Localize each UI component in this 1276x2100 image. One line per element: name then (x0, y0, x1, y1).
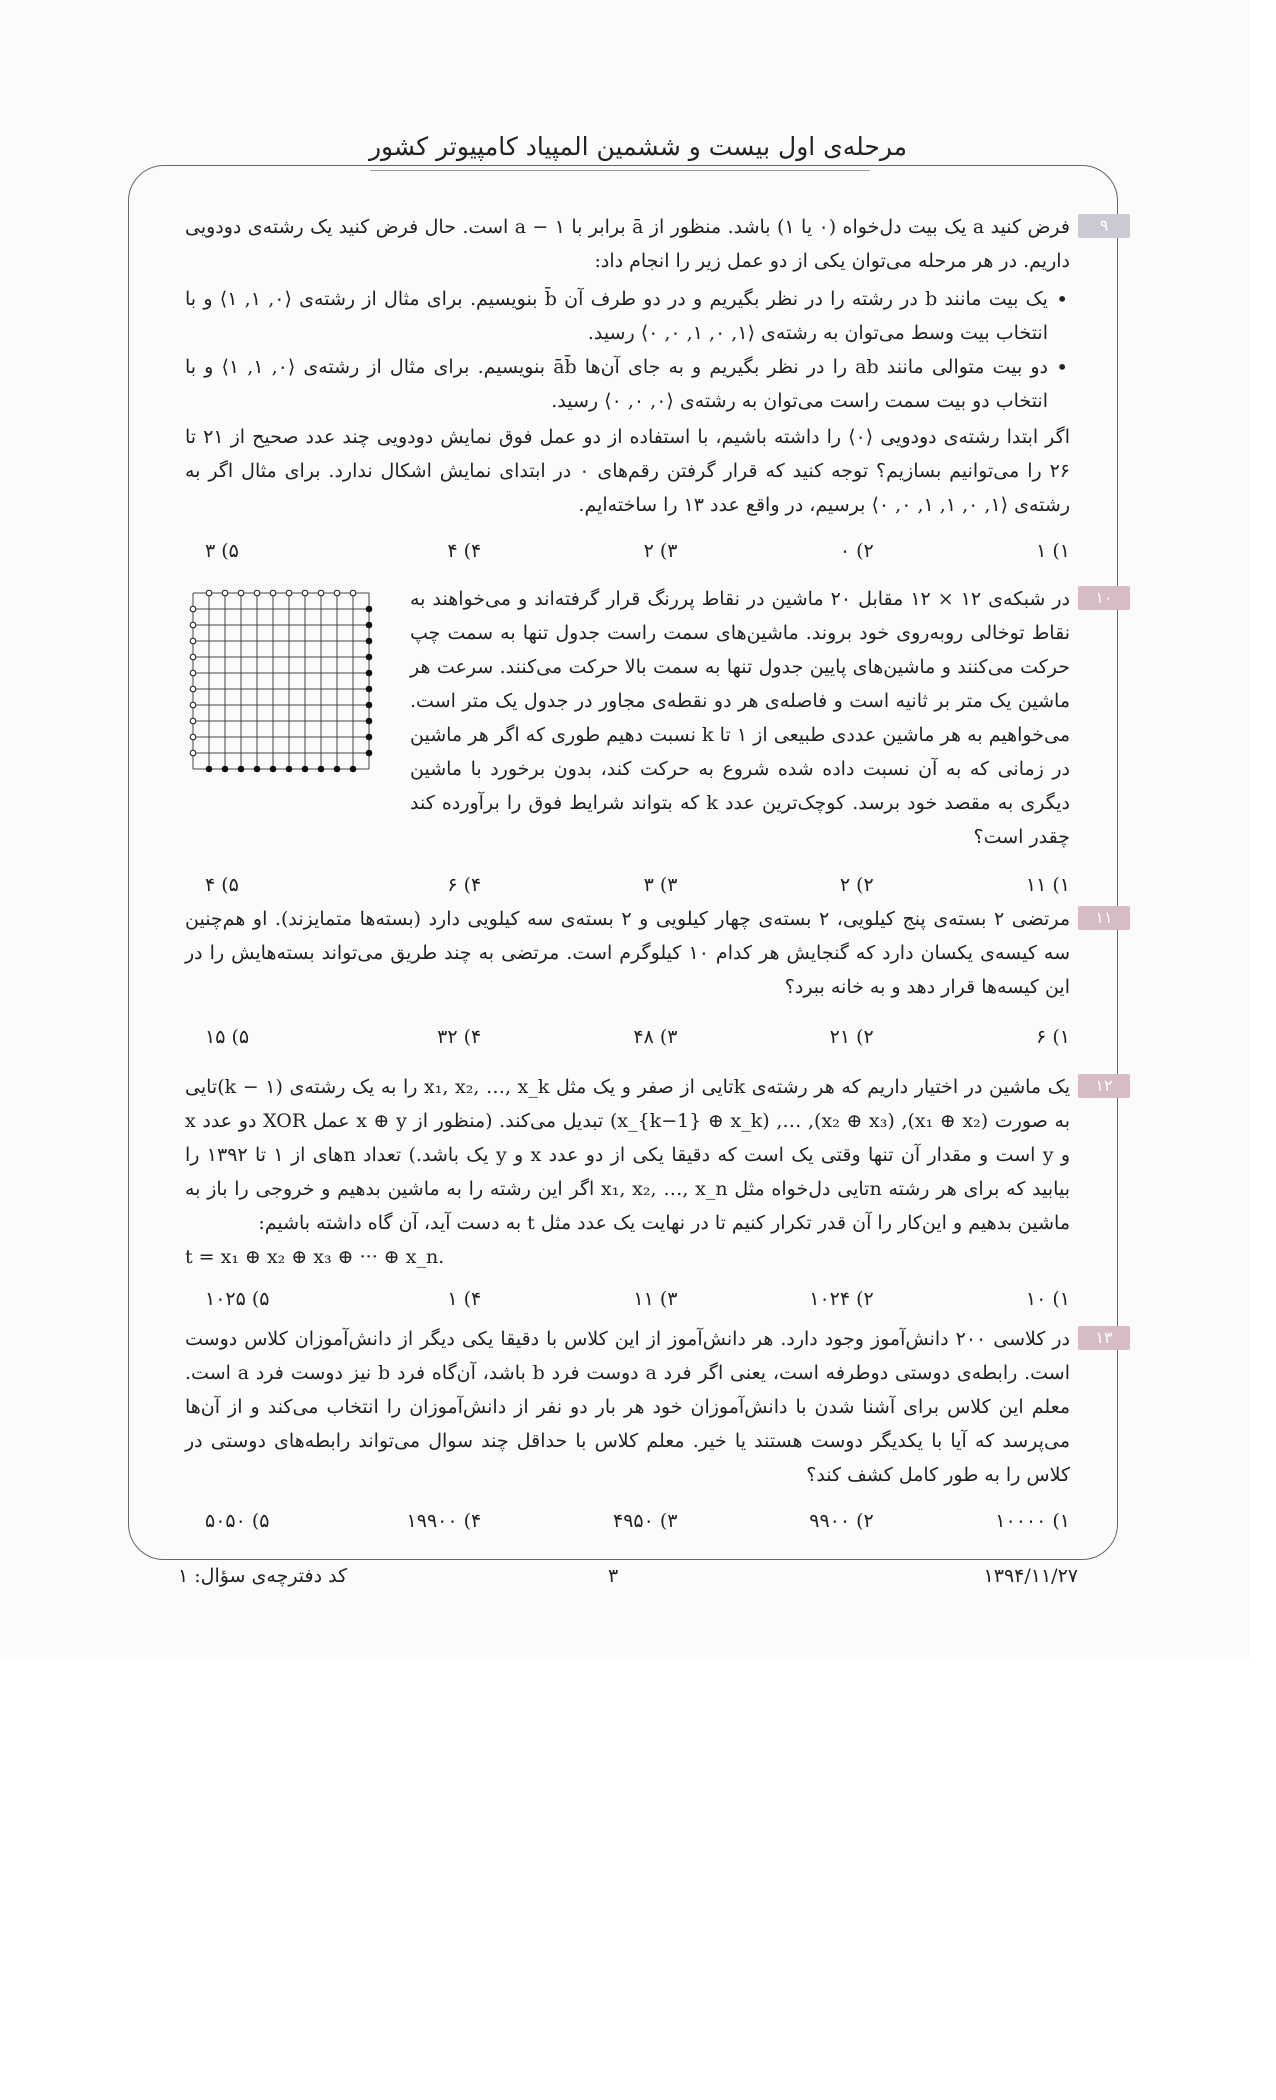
target-point (190, 606, 196, 612)
car-point (318, 766, 324, 772)
target-point (350, 590, 356, 596)
car-point (270, 766, 276, 772)
car-point (286, 766, 292, 772)
target-point (190, 622, 196, 628)
car-point (366, 686, 372, 692)
answer-choices (205, 1022, 1070, 1052)
page-footer (178, 1565, 1078, 1595)
question-text (185, 1322, 1070, 1492)
car-point (366, 638, 372, 644)
question-paragraph: اگر ابتدا رشته‌ی دودویی ⟨۰⟩ را داشته باشیم، با استفاده از دو عمل فوق نمایش دودویی چند عدد صحیح از ۲۱ تا ۲۶ را می‌توانیم بسازیم؟ توجه کنید که قرار گرفتن رقم‌های ۰ در ابتدای نمایش اشکال ندارد. برای مثال اگر به رشته‌ی ⟨۱, ۰, ۱, ۱, ۰, ۰⟩ برسیم، در واقع عدد ۱۳ را ساخته‌ایم. (185, 426, 1070, 516)
answer-choice-4[interactable]: ۴) ۱ (447, 1288, 482, 1310)
answer-choice-5[interactable]: ۵) ۱۰۲۵ (205, 1288, 270, 1310)
answer-choice-5[interactable]: ۵) ۳ (205, 540, 239, 562)
problem-12 (185, 1070, 1130, 1314)
answer-choice-1[interactable]: ۱) ۱ (1036, 540, 1070, 562)
list-item: • یک بیت مانند b در رشته را در نظر بگیریم و در دو طرف آن b̄ بنویسیم. برای مثال از رشته‌ی ⟨۰, ۱, ۱⟩ و با انتخاب بیت وسط می‌توان به رشته‌ی ⟨۱, ۰, ۱, ۰, ۰⟩ رسید. (185, 282, 1070, 350)
answer-choice-3[interactable]: ۳) ۴۸ (633, 1026, 678, 1048)
question-text (410, 582, 1070, 854)
answer-choices (205, 870, 1070, 900)
answer-choice-3[interactable]: ۳) ۴۹۵۰ (613, 1510, 678, 1532)
car-point (350, 766, 356, 772)
target-point (190, 654, 196, 660)
car-point (366, 606, 372, 612)
target-point (206, 590, 212, 596)
car-point (366, 654, 372, 660)
answer-choice-1[interactable]: ۱) ۶ (1036, 1026, 1070, 1048)
formula: t = x₁ ⊕ x₂ ⊕ x₃ ⊕ ··· ⊕ x_n. (185, 1246, 445, 1268)
car-grid-figure (185, 585, 385, 795)
grid-dots (190, 590, 372, 772)
car-point (254, 766, 260, 772)
target-point (222, 590, 228, 596)
answer-choice-4[interactable]: ۴) ۴ (447, 540, 482, 562)
answer-choices (205, 1284, 1070, 1314)
target-point (318, 590, 324, 596)
target-point (302, 590, 308, 596)
question-paragraph: مرتضی ۲ بسته‌ی پنج کیلویی، ۲ بسته‌ی چهار کیلویی و ۲ بسته‌ی سه کیلویی دارد (بسته‌ها متمایزند). او هم‌چنین سه کیسه‌ی یکسان دارد که گنجایش هر کدام ۱۰ کیلوگرم است. مرتضی به چند طریق می‌تواند بسته‌هایش را در این کیسه‌ها قرار دهد و به خانه ببرد؟ (185, 908, 1070, 998)
answer-choice-5[interactable]: ۵) ۴ (205, 874, 239, 896)
question-text (185, 902, 1070, 1004)
car-point (206, 766, 212, 772)
answer-choice-1[interactable]: ۱) ۱۱ (1025, 874, 1070, 896)
page-title: مرحله‌ی اول بیست و ششمین المپیاد کامپیوتر کشور (368, 132, 908, 161)
car-point (366, 702, 372, 708)
answer-choice-3[interactable]: ۳) ۱۱ (633, 1288, 678, 1310)
grid-lines (193, 593, 369, 769)
target-point (190, 718, 196, 724)
booklet-code: کد دفترچه‌ی سؤال: ۱ (178, 1565, 348, 1587)
answer-choice-1[interactable]: ۱) ۱۰۰۰۰ (995, 1510, 1070, 1532)
target-point (334, 590, 340, 596)
answer-choice-2[interactable]: ۲) ۱۰۲۴ (809, 1288, 874, 1310)
answer-choice-4[interactable]: ۴) ۳۲ (437, 1026, 482, 1048)
answer-choice-2[interactable]: ۲) ۲ (839, 874, 874, 896)
answer-choice-5[interactable]: ۵) ۵۰۵۰ (205, 1510, 270, 1532)
target-point (190, 670, 196, 676)
answer-choice-3[interactable]: ۳) ۲ (643, 540, 678, 562)
target-point (190, 702, 196, 708)
answer-choice-2[interactable]: ۲) ۲۱ (829, 1026, 874, 1048)
question-number: ۱۳ (1078, 1326, 1130, 1350)
target-point (238, 590, 244, 596)
target-point (190, 686, 196, 692)
answer-choice-4[interactable]: ۴) ۱۹۹۰۰ (406, 1510, 482, 1532)
question-paragraph: فرض کنید a یک بیت دل‌خواه (۰ یا ۱) باشد. منظور از ā برابر با a − ۱ است. حال فرض کنید یک رشته‌ی دودویی داریم. در هر مرحله می‌توان یکی از دو عمل زیر را انجام داد: (185, 216, 1070, 272)
answer-choices (205, 536, 1070, 566)
question-text (185, 210, 1070, 522)
target-point (190, 750, 196, 756)
car-point (334, 766, 340, 772)
question-text (185, 1070, 1070, 1274)
problem-13 (185, 1322, 1130, 1536)
problem-11 (185, 902, 1130, 1052)
answer-choice-5[interactable]: ۵) ۱۵ (205, 1026, 250, 1048)
question-paragraph: در کلاسی ۲۰۰ دانش‌آموز وجود دارد. هر دانش‌آموز از این کلاس با دقیقا یکی دیگر از دانش‌آموزان کلاس دوست است. رابطه‌ی دوستی دوطرفه است، یعنی اگر فرد a دوست فرد b باشد، آن‌گاه فرد b نیز دوست فرد a است. معلم این کلاس برای آشنا شدن با دانش‌آموزان خود هر بار دو نفر از دانش‌آموزان را انتخاب می‌کند و از آن‌ها می‌پرسد که آیا با یکدیگر دوست هستند یا خیر. معلم کلاس با حداقل چند سوال می‌تواند رابطه‌های دوستی در کلاس را به طور کامل کشف کند؟ (185, 1328, 1071, 1486)
question-number: ۱۰ (1078, 586, 1130, 610)
answer-choice-2[interactable]: ۲) ۹۹۰۰ (809, 1510, 874, 1532)
question-number: ۱۲ (1078, 1074, 1130, 1098)
answer-choice-1[interactable]: ۱) ۱۰ (1025, 1288, 1070, 1310)
target-point (286, 590, 292, 596)
car-point (366, 734, 372, 740)
list-item: • دو بیت متوالی مانند ab را در نظر بگیریم و به جای آن‌ها āb̄ بنویسیم. برای مثال از رشته‌ی ⟨۰, ۱, ۱⟩ و با انتخاب دو بیت سمت راست می‌توان به رشته‌ی ⟨۰, ۰, ۰⟩ رسید. (185, 350, 1070, 418)
car-point (222, 766, 228, 772)
question-paragraph: در شبکه‌ی ۱۲ × ۱۲ مقابل ۲۰ ماشین در نقاط پررنگ قرار گرفته‌اند و می‌خواهند به نقاط توخالی روبه‌روی خود بروند. ماشین‌های سمت راست جدول تنها به سمت چپ حرکت می‌کنند و ماشین‌های پایین جدول تنها به سمت بالا حرکت می‌کنند. سرعت هر ماشین یک متر بر ثانیه است و فاصله‌ی هر دو نقطه‌ی مجاور در جدول یک متر است. می‌خواهیم به هر ماشین عددی طبیعی از ۱ تا k نسبت دهیم طوری که اگر هر ماشین در زمانی که به آن نسبت داده شده شروع به حرکت کند، بدون برخورد با ماشین دیگری به مقصد خود برسد. کوچک‌ترین عدد k که بتواند شرایط فوق را برآورده کند چقدر است؟ (410, 588, 1071, 848)
answer-choice-3[interactable]: ۳) ۳ (643, 874, 678, 896)
car-point (366, 718, 372, 724)
question-number: ۹ (1078, 214, 1130, 238)
car-point (366, 750, 372, 756)
question-paragraph: یک ماشین در اختیار داریم که هر رشته‌ی kتایی از صفر و یک مثل x₁, x₂, …, x_k را به یک رشته‌ی (k − ۱)تایی به صورت (x₁ ⊕ x₂), (x₂ ⊕ x₃), …, (x_{k−1} ⊕ x_k) تبدیل می‌کند. (منظور از x ⊕ y عمل XOR دو عدد x و y است و مقدار آن تنها وقتی یک است که دقیقا یکی از دو عدد x و y یک باشد.) تعداد nهای از ۱ تا ۱۳۹۲ را بیابید که برای هر رشته nتایی دل‌خواه مثل x₁, x₂, …, x_n اگر این رشته را به ماشین بدهیم و خروجی را باز به ماشین بدهیم و این‌کار را آن قدر تکرار کنیم تا در نهایت یک عدد مثل t به دست آید، آن گاه داشته باشیم: (185, 1076, 1071, 1234)
car-point (366, 670, 372, 676)
answer-choices (205, 1506, 1070, 1536)
exam-date: ۱۳۹۴/۱۱/۲۷ (983, 1565, 1078, 1587)
problem-9 (185, 210, 1130, 566)
operation-list (185, 282, 1070, 418)
answer-choice-4[interactable]: ۴) ۶ (447, 874, 482, 896)
car-point (302, 766, 308, 772)
car-point (366, 622, 372, 628)
page-number: ۳ (608, 1565, 619, 1587)
target-point (254, 590, 260, 596)
target-point (270, 590, 276, 596)
question-number: ۱۱ (1078, 906, 1130, 930)
target-point (190, 734, 196, 740)
car-point (238, 766, 244, 772)
answer-choice-2[interactable]: ۲) ۰ (839, 540, 874, 562)
target-point (190, 638, 196, 644)
